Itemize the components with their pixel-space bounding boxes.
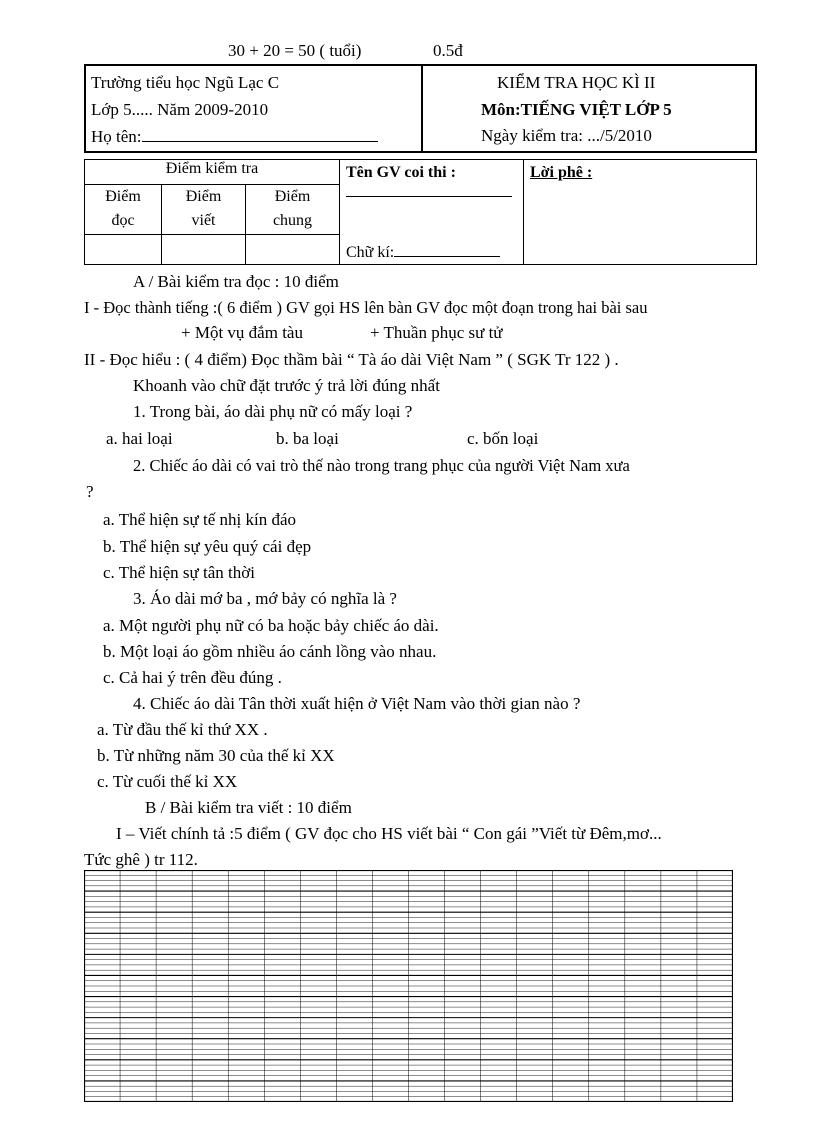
question-2-cont: ?	[86, 482, 94, 501]
q2-option-b[interactable]: b. Thể hiện sự yêu quý cái đẹp	[103, 537, 312, 556]
teacher-label: Tên GV coi thi :	[346, 164, 456, 181]
signature-field[interactable]	[346, 244, 500, 262]
part-1: I - Đọc thành tiếng :( 6 điểm ) GV gọi HS lên bàn GV đọc một đoạn trong hai bài sau	[84, 298, 648, 317]
exam-title: KIỂM TRA HỌC KÌ II	[497, 73, 656, 92]
score-cell-reading[interactable]	[85, 235, 162, 265]
question-3: 3. Áo dài mớ ba , mớ bảy có nghĩa là ?	[133, 589, 397, 608]
header-divider	[421, 64, 423, 153]
score-col-reading: Điểm đọc	[85, 185, 162, 235]
question-4: 4. Chiếc áo dài Tân thời xuất hiện ở Việt Nam vào thời gian nào ?	[133, 694, 581, 713]
score-table	[84, 159, 757, 265]
score-col-total: Điểm chung	[246, 185, 340, 235]
q2-option-a[interactable]: a. Thể hiện sự tế nhị kín đáo	[103, 510, 297, 529]
question-2: 2. Chiếc áo dài có vai trò thế nào trong trang phục của người Việt Nam xưa	[133, 456, 630, 475]
teacher-line[interactable]	[346, 196, 512, 197]
q4-option-c[interactable]: c. Từ cuối thế kỉ XX	[97, 772, 238, 791]
name-line	[142, 126, 378, 142]
signature-line	[394, 244, 500, 257]
q4-option-b[interactable]: b. Từ những năm 30 của thế kỉ XX	[97, 746, 335, 765]
q1-option-a[interactable]: a. hai loại	[106, 429, 173, 448]
q1-option-b[interactable]: b. ba loại	[276, 429, 339, 448]
writing-task: I – Viết chính tả :5 điểm ( GV đọc cho HS viết bài “ Con gái ”Viết từ Đêm,mơ...	[116, 824, 662, 843]
exam-subject: Môn:TIẾNG VIỆT LỚP 5	[481, 100, 672, 119]
instruction: Khoanh vào chữ đặt trước ý trả lời đúng nhất	[133, 376, 440, 395]
exam-date: Ngày kiểm tra: .../5/2010	[481, 126, 652, 145]
question-1: 1. Trong bài, áo dài phụ nữ có mấy loại ?	[133, 402, 413, 421]
section-a-heading: A / Bài kiểm tra đọc : 10 điểm	[133, 272, 339, 291]
q2-option-c[interactable]: c. Thể hiện sự tân thời	[103, 563, 255, 582]
points-note: 0.5đ	[433, 41, 463, 60]
signature-label: Chữ kí:	[346, 244, 395, 261]
comment-cell[interactable]	[524, 160, 757, 265]
score-col-writing: Điểm viết	[162, 185, 246, 235]
q3-option-c[interactable]: c. Cả hai ý trên đều đúng .	[103, 668, 282, 687]
q4-option-a[interactable]: a. Từ đầu thế kỉ thứ XX .	[97, 720, 268, 739]
part-2: II - Đọc hiểu : ( 4 điểm) Đọc thầm bài “ Tà áo dài Việt Nam ” ( SGK Tr 122 ) .	[84, 350, 619, 369]
reading-1: + Một vụ đắm tàu	[181, 323, 303, 342]
reading-2: + Thuần phục sư tử	[370, 323, 503, 342]
teacher-cell	[340, 160, 524, 265]
name-label: Họ tên:	[91, 127, 142, 146]
writing-grid[interactable]	[84, 870, 733, 1102]
section-b-heading: B / Bài kiểm tra viết : 10 điểm	[145, 798, 352, 817]
school-name: Trường tiểu học Ngũ Lạc C	[91, 73, 280, 92]
q3-option-a[interactable]: a. Một người phụ nữ có ba hoặc bảy chiếc áo dài.	[103, 616, 439, 635]
q3-option-b[interactable]: b. Một loại áo gồm nhiều áo cánh lồng vào nhau.	[103, 642, 437, 661]
student-name-field[interactable]	[91, 126, 378, 147]
comment-label: Lời phê :	[530, 164, 593, 181]
score-cell-total[interactable]	[246, 235, 340, 265]
q1-option-c[interactable]: c. bốn loại	[467, 429, 539, 448]
score-cell-writing[interactable]	[162, 235, 246, 265]
formula-note: 30 + 20 = 50 ( tuổi)	[228, 41, 362, 60]
class-year: Lớp 5..... Năm 2009-2010	[91, 100, 269, 119]
score-group-header: Điểm kiểm tra	[85, 160, 340, 185]
writing-task-cont: Tức ghê ) tr 112.	[84, 850, 198, 869]
